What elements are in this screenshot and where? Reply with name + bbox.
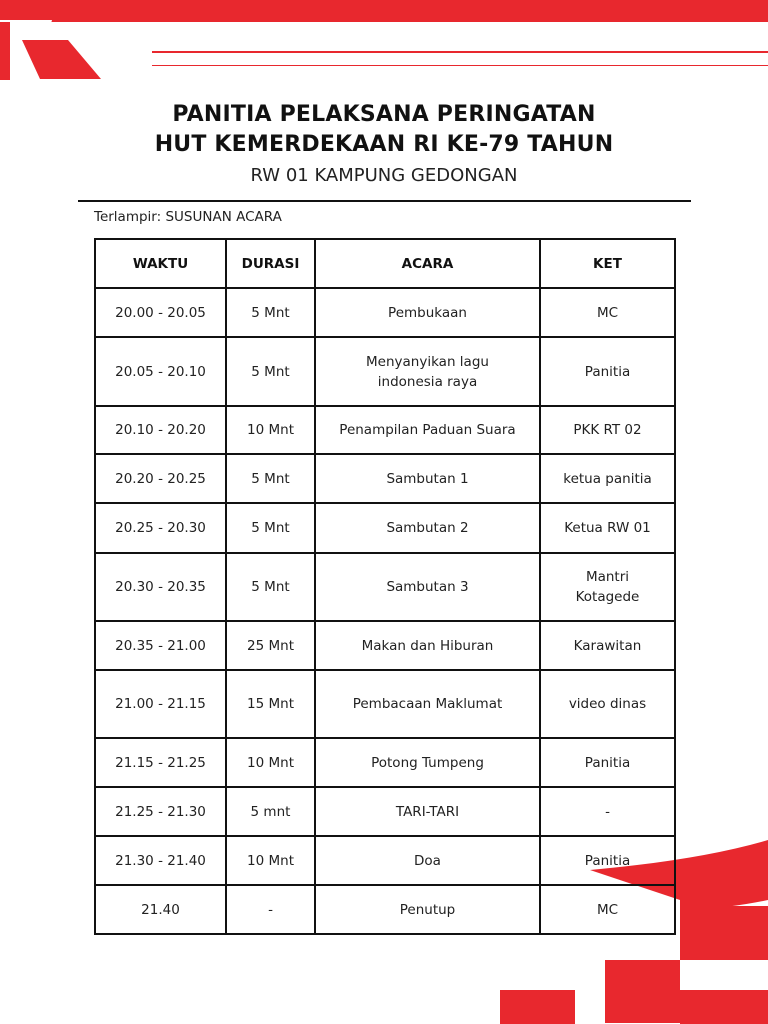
cell-acara: Sambutan 1 (315, 454, 540, 503)
cell-ket: Panitia (540, 337, 675, 406)
table-row (95, 787, 675, 836)
cell-acara: Sambutan 3 (315, 553, 540, 621)
cell-ket: Karawitan (540, 621, 675, 670)
cell-durasi: 15 Mnt (226, 670, 315, 738)
cell-waktu: 21.30 - 21.40 (95, 836, 226, 885)
cell-waktu: 21.40 (95, 885, 226, 934)
cell-waktu: 20.25 - 20.30 (95, 503, 226, 553)
cell-acara: Pembacaan Maklumat (315, 670, 540, 738)
cell-ket: video dinas (540, 670, 675, 738)
column-header-waktu: WAKTU (95, 239, 226, 288)
table-row (95, 836, 675, 885)
cell-ket: PKK RT 02 (540, 406, 675, 454)
cell-durasi: 5 Mnt (226, 288, 315, 337)
cell-ket: Ketua RW 01 (540, 503, 675, 553)
cell-ket: Panitia (540, 836, 675, 885)
cell-waktu: 20.30 - 20.35 (95, 553, 226, 621)
table-row (95, 406, 675, 454)
cell-ket: MC (540, 288, 675, 337)
cell-durasi: 10 Mnt (226, 406, 315, 454)
table-row (95, 503, 675, 553)
cell-waktu: 21.00 - 21.15 (95, 670, 226, 738)
top-red-bar (0, 0, 768, 22)
cell-durasi: 5 mnt (226, 787, 315, 836)
cell-acara: Makan dan Hiburan (315, 621, 540, 670)
cell-durasi: 5 Mnt (226, 503, 315, 553)
table-row (95, 337, 675, 406)
column-header-durasi: DURASI (226, 239, 315, 288)
cell-acara: Penampilan Paduan Suara (315, 406, 540, 454)
cell-acara: Pembukaan (315, 288, 540, 337)
top-divider-line (152, 51, 768, 53)
cell-ket: Mantri Kotagede (540, 553, 675, 621)
table-row (95, 553, 675, 621)
cell-durasi: 25 Mnt (226, 621, 315, 670)
cell-waktu: 20.00 - 20.05 (95, 288, 226, 337)
cell-durasi: 5 Mnt (226, 337, 315, 406)
cell-acara: Penutup (315, 885, 540, 934)
cell-waktu: 20.35 - 21.00 (95, 621, 226, 670)
cell-waktu: 20.10 - 20.20 (95, 406, 226, 454)
table-row (95, 670, 675, 738)
cell-waktu: 21.15 - 21.25 (95, 738, 226, 787)
cell-acara: Sambutan 2 (315, 503, 540, 553)
cell-durasi: 10 Mnt (226, 836, 315, 885)
cell-acara: Potong Tumpeng (315, 738, 540, 787)
document-title-line-1: PANITIA PELAKSANA PERINGATAN (172, 102, 596, 127)
top-divider-line-thin (152, 65, 768, 66)
cell-ket: - (540, 787, 675, 836)
cell-durasi: 5 Mnt (226, 454, 315, 503)
cell-acara: TARI-TARI (315, 787, 540, 836)
table-row (95, 621, 675, 670)
table-header-row (95, 239, 675, 288)
event-schedule-table (94, 238, 676, 935)
top-left-stripe-decoration (0, 0, 110, 82)
cell-acara: Menyanyikan lagu indonesia raya (315, 337, 540, 406)
cell-waktu: 20.20 - 20.25 (95, 454, 226, 503)
header-divider (78, 200, 691, 202)
cell-durasi: - (226, 885, 315, 934)
cell-ket: MC (540, 885, 675, 934)
attachment-label: Terlampir: SUSUNAN ACARA (94, 209, 282, 225)
cell-waktu: 21.25 - 21.30 (95, 787, 226, 836)
cell-durasi: 5 Mnt (226, 553, 315, 621)
column-header-ket: KET (540, 239, 675, 288)
column-header-acara: ACARA (315, 239, 540, 288)
document-header (0, 100, 768, 188)
document-subtitle: RW 01 KAMPUNG GEDONGAN (250, 165, 518, 186)
table-row (95, 885, 675, 934)
cell-waktu: 20.05 - 20.10 (95, 337, 226, 406)
cell-durasi: 10 Mnt (226, 738, 315, 787)
document-title-line-2: HUT KEMERDEKAAN RI KE-79 TAHUN (154, 132, 614, 157)
table-row (95, 454, 675, 503)
cell-ket: ketua panitia (540, 454, 675, 503)
table-row (95, 738, 675, 787)
cell-ket: Panitia (540, 738, 675, 787)
table-row (95, 288, 675, 337)
cell-acara: Doa (315, 836, 540, 885)
